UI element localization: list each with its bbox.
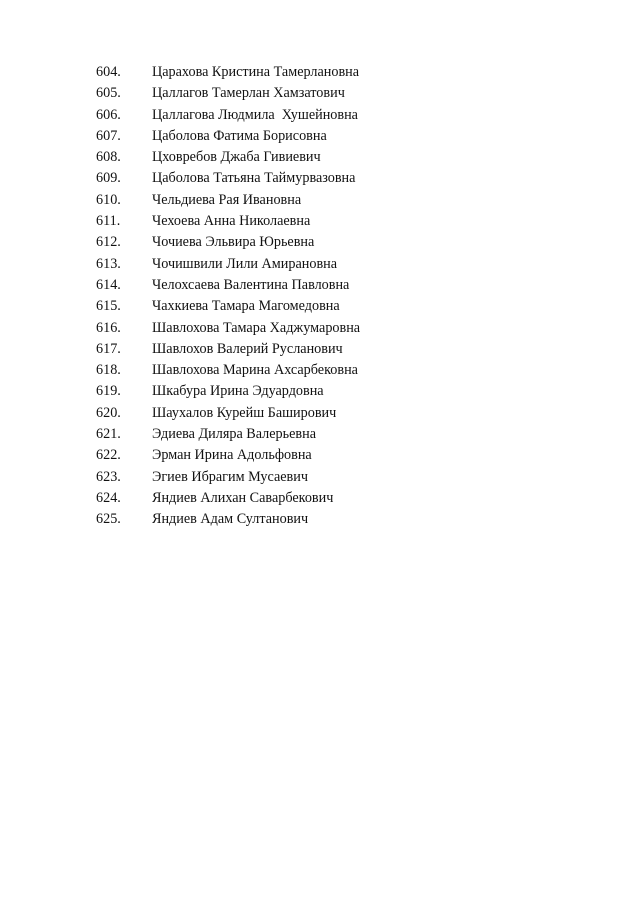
list-item [96, 403, 360, 424]
entry-number: 615. [96, 298, 121, 315]
list-item [96, 360, 360, 381]
entry-name: Эгиев Ибрагим Мусаевич [152, 468, 308, 485]
entry-name: Чочишвили Лили Амирановна [152, 255, 338, 272]
entry-number: 613. [96, 255, 121, 272]
entry-number: 604. [96, 64, 121, 80]
entry-name: Цаболова Фатима Борисовна [152, 127, 327, 144]
list-item [96, 62, 360, 83]
entry-name: Цаллагова Людмила Хушейновна [152, 106, 358, 123]
name-list [96, 62, 360, 531]
entry-number: 605. [96, 85, 121, 102]
entry-name: Эдиева Диляра Валерьевна [152, 426, 317, 443]
entry-name: Шаухалов Курейш Баширович [152, 404, 337, 421]
entry-name: Шкабура Ирина Эдуардовна [152, 383, 324, 400]
entry-number: 611. [96, 213, 121, 230]
entry-number: 617. [96, 340, 121, 357]
entry-number: 618. [96, 362, 121, 379]
entry-name: Шавлохов Валерий Русланович [152, 340, 343, 357]
entry-name: Цховребов Джаба Гивиевич [152, 149, 321, 166]
entry-name: Чахкиева Тамара Магомедовна [152, 298, 340, 315]
entry-name: Челохсаева Валентина Павловна [152, 276, 350, 293]
list-item [96, 296, 360, 317]
list-item [96, 509, 360, 530]
entry-number: 606. [96, 106, 121, 123]
entry-name: Царахова Кристина Тамерлановна [152, 64, 360, 80]
entry-name: Яндиев Адам Султанович [152, 511, 309, 528]
list-item [96, 445, 360, 466]
entry-name: Эрман Ирина Адольфовна [152, 447, 312, 464]
entry-number: 612. [96, 234, 121, 251]
entry-name: Чочиева Эльвира Юрьевна [152, 234, 315, 251]
entry-name: Чельдиева Рая Ивановна [152, 191, 302, 208]
list-item [96, 83, 360, 104]
entry-number: 607. [96, 127, 121, 144]
entry-name: Яндиев Алихан Саварбекович [152, 489, 334, 506]
entry-name: Чехоева Анна Николаевна [152, 213, 311, 230]
entry-number: 610. [96, 191, 121, 208]
entry-number: 619. [96, 383, 121, 400]
entry-number: 620. [96, 404, 121, 421]
list-item [96, 381, 360, 402]
list-item [96, 105, 360, 126]
list-item [96, 275, 360, 296]
list-item [96, 190, 360, 211]
list-item [96, 467, 360, 488]
entry-number: 616. [96, 319, 121, 336]
list-item [96, 339, 360, 360]
entry-name: Шавлохова Марина Ахсарбековна [152, 362, 358, 379]
list-item [96, 424, 360, 445]
entry-name: Шавлохова Тамара Хаджумаровна [152, 319, 361, 336]
list-item [96, 254, 360, 275]
entry-number: 614. [96, 276, 121, 293]
list-item [96, 147, 360, 168]
list-item [96, 126, 360, 147]
entry-number: 623. [96, 468, 121, 485]
list-item [96, 318, 360, 339]
list-item [96, 168, 360, 189]
entry-number: 608. [96, 149, 121, 166]
list-item [96, 488, 360, 509]
entry-number: 625. [96, 511, 121, 528]
entry-name: Цаллагов Тамерлан Хамзатович [152, 85, 345, 102]
entry-name: Цаболова Татьяна Таймурвазовна [152, 170, 356, 187]
list-item [96, 232, 360, 253]
entry-number: 624. [96, 489, 121, 506]
entry-number: 621. [96, 426, 121, 443]
list-item [96, 211, 360, 232]
entry-number: 622. [96, 447, 121, 464]
entry-number: 609. [96, 170, 121, 187]
